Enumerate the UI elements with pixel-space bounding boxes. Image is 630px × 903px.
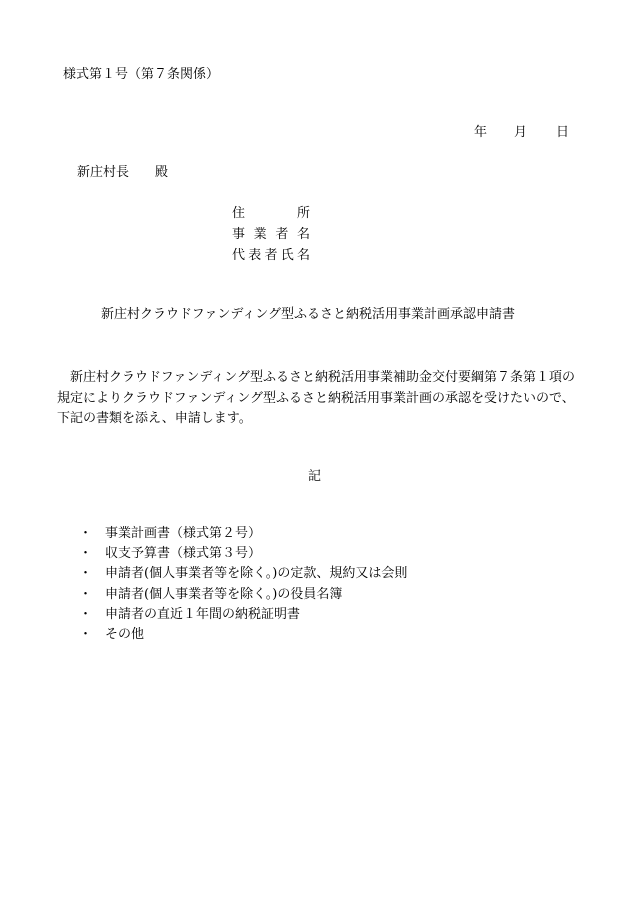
list-item [79, 567, 407, 587]
list-item [79, 588, 407, 608]
bullet-icon: ・ [79, 546, 93, 562]
attachment-label: その他 [105, 626, 145, 642]
bullet-icon: ・ [79, 566, 93, 582]
application-body-text: 新庄村クラウドファンディング型ふるさと納税活用事業補助金交付要綱第７条第１項の規定によりクラウドファンディング型ふるさと納税活用事業計画の承認を受けたいので、下記の書類を添え、申請します。 [57, 370, 576, 426]
attachment-label: 収支予算書（様式第３号） [105, 546, 262, 562]
form-number: 様式第１号（第７条関係） [63, 67, 220, 82]
list-item [79, 547, 407, 567]
list-item [79, 628, 407, 648]
attachment-list [79, 527, 407, 648]
applicant-fields [232, 207, 310, 270]
document-title: 新庄村クラウドファンディング型ふるさと納税活用事業計画承認申請書 [101, 307, 516, 322]
attachment-label: 申請者(個人事業者等を除く。)の役員名簿 [105, 586, 343, 602]
applicant-business-name-label: 事業者名 [232, 227, 310, 242]
attachment-label: 申請者の直近１年間の納税証明書 [105, 606, 301, 622]
bullet-icon: ・ [79, 626, 93, 642]
attachment-label: 申請者(個人事業者等を除く。)の定款、規約又は会則 [105, 566, 408, 582]
list-item [79, 527, 407, 547]
list-item [79, 608, 407, 628]
applicant-representative-label: 代表者氏名 [232, 248, 310, 263]
applicant-address-label: 住 所 [232, 206, 310, 221]
bullet-icon: ・ [79, 606, 93, 622]
addressee [77, 166, 168, 179]
addressee-honorific: 殿 [155, 165, 169, 180]
attachment-label: 事業計画書（様式第２号） [105, 526, 262, 541]
date-day-label: 日 [556, 125, 570, 140]
date-year-label: 年 [474, 125, 488, 140]
addressee-name: 新庄村長 [77, 165, 130, 180]
bullet-icon: ・ [79, 526, 93, 541]
ki-heading: 記 [308, 469, 322, 484]
date-month-label: 月 [514, 125, 528, 140]
bullet-icon: ・ [79, 586, 93, 602]
